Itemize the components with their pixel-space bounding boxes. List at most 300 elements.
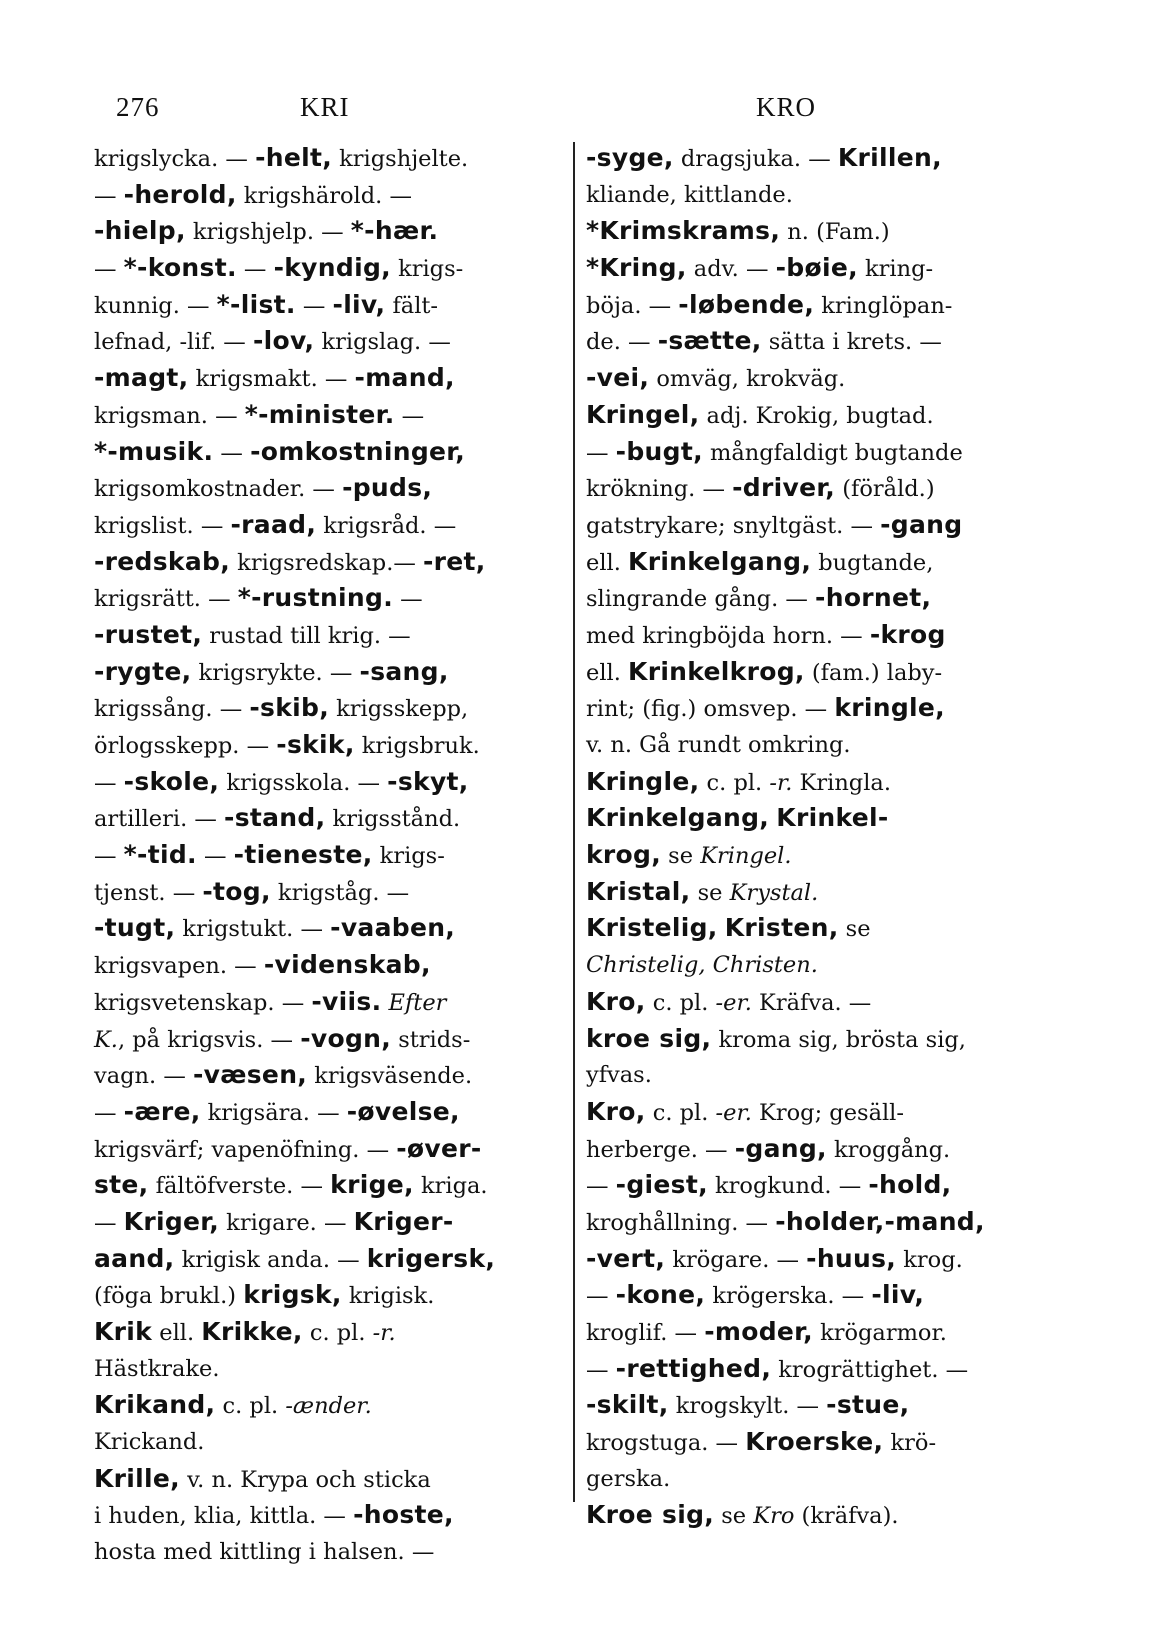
dictionary-line — [586, 1277, 1042, 1314]
definition-text: c. pl. — [699, 769, 770, 796]
definition-text: lefnad, -lif. — — [94, 329, 253, 356]
headword: -magt, — [94, 363, 189, 393]
headword: -væsen, — [192, 1060, 308, 1090]
headword: -redskab, — [94, 546, 231, 576]
definition-text: sätta i krets. — — [761, 329, 942, 356]
headword: Krik — [94, 1317, 153, 1346]
definition-text: fältöfverste. — — [148, 1173, 331, 1200]
dictionary-line — [586, 874, 1042, 911]
headword: -rygte, — [94, 656, 192, 686]
definition-text: krigshärold. — — [236, 182, 412, 209]
italic-text: -ænder. — [285, 1393, 372, 1420]
headword: -holder,-mand, — [775, 1206, 985, 1236]
headword: -krog — [869, 619, 946, 649]
headword: -skole, — [123, 766, 220, 796]
definition-text: Kräfva. — — [751, 989, 872, 1016]
dictionary-line — [94, 1387, 550, 1424]
dictionary-line — [94, 1204, 550, 1241]
dictionary-line — [94, 1131, 550, 1168]
definition-text: slingrande gång. — — [586, 586, 816, 613]
definition-text: krigsskepp, — [329, 696, 469, 723]
running-header — [0, 92, 1152, 132]
headword: krigsk, — [243, 1280, 342, 1310]
definition-text: kroghållning. — — [586, 1209, 776, 1236]
definition-text: i huden, klia, kittla. — — [94, 1503, 354, 1530]
italic-text: -er. — [715, 1099, 752, 1126]
definition-text: krigstukt. — — [175, 916, 331, 943]
definition-text: (kräfva). — [794, 1503, 899, 1530]
right-guide-word: KRO — [756, 92, 817, 122]
dictionary-line — [586, 1241, 1042, 1278]
dictionary-line — [586, 507, 1042, 544]
headword: -vert, — [586, 1243, 666, 1273]
italic-text: Efter — [388, 989, 447, 1016]
headword: -sang, — [359, 656, 449, 686]
definition-text: krogkund. — — [707, 1173, 869, 1200]
headword: -liv, — [871, 1280, 925, 1310]
headword: Krinkelgang, — [628, 546, 812, 576]
definition-text: yfvas. — [586, 1062, 652, 1089]
dictionary-line — [586, 1204, 1042, 1241]
dictionary-line — [586, 287, 1042, 324]
headword: -moder, — [704, 1317, 813, 1346]
definition-text: rint; (fig.) omsvep. — — [586, 696, 835, 723]
definition-text: — — [94, 182, 124, 209]
headword: *-konst. — [123, 253, 237, 283]
definition-text: v. n. Gå rundt omkring. — [586, 732, 851, 758]
dictionary-line — [94, 213, 550, 250]
definition-text: — — [94, 1099, 124, 1126]
definition-text: krogstuga. — — [586, 1430, 746, 1457]
definition-text: omväg, krokväg. — [649, 366, 846, 393]
dictionary-line — [586, 1497, 1042, 1534]
headword: -skik, — [276, 730, 355, 759]
headword: -ret, — [423, 546, 486, 576]
headword: -gang, — [734, 1133, 827, 1163]
definition-text: krigs- — [390, 256, 464, 283]
headword: kroe sig, — [586, 1023, 712, 1053]
definition-text: — — [94, 843, 124, 870]
headword: *Kring, — [586, 253, 687, 283]
headword: Kroe sig, — [586, 1500, 715, 1530]
dictionary-line — [586, 323, 1042, 360]
definition-text — [718, 916, 725, 942]
italic-text: -r. — [769, 769, 793, 796]
definition-text: (fam.) laby- — [804, 659, 943, 686]
definition-text: mångfaldigt bugtande — [702, 439, 963, 466]
definition-text: krigs- — [372, 843, 445, 870]
headword: krigersk, — [366, 1243, 496, 1273]
dictionary-line — [586, 690, 1042, 727]
definition-text: (föråld.) — [835, 476, 935, 503]
headword: -hornet, — [815, 583, 932, 613]
headword: -øvelse, — [346, 1096, 460, 1126]
definition-text: krogrättighet. — — [771, 1356, 969, 1383]
definition-text: krigsväsende. — [307, 1063, 473, 1090]
headword: -tog, — [202, 876, 271, 906]
definition-text: krigssång. — — [94, 696, 250, 723]
headword: Krinkelgang, — [586, 803, 770, 833]
headword: -helt, — [255, 143, 333, 172]
definition-text: krigsmakt. — — [188, 366, 355, 393]
definition-text: krigsbruk. — [354, 733, 480, 759]
definition-text: med kringböjda horn. — — [586, 622, 870, 649]
italic-text: K. — [94, 1026, 118, 1053]
definition-text: Kringla. — [792, 769, 891, 796]
headword: -bøie, — [775, 253, 858, 283]
dictionary-line — [94, 323, 550, 360]
dictionary-line — [586, 727, 1042, 764]
dictionary-line — [586, 1057, 1042, 1094]
definition-text: krigsomkostnader. — — [94, 476, 343, 503]
definition-text: bugtande, — [811, 549, 934, 576]
headword: -syge, — [586, 143, 674, 172]
headword: -lov, — [252, 326, 315, 356]
headword: -rustet, — [94, 619, 203, 649]
dictionary-line — [94, 140, 550, 177]
dictionary-line — [94, 764, 550, 801]
dictionary-line — [94, 1351, 550, 1388]
definition-text: c. pl. — [302, 1320, 373, 1346]
definition-text: Krickand. — [94, 1429, 205, 1456]
definition-text — [381, 990, 388, 1016]
definition-text: ell. — [152, 1320, 202, 1346]
headword: Kristelig, — [586, 913, 718, 943]
definition-text: krigsredskap.— — [230, 549, 423, 576]
italic-text: Kringel. — [700, 843, 792, 870]
headword: Kroerske, — [745, 1427, 884, 1457]
definition-text: de. — — [586, 329, 658, 356]
dictionary-line — [586, 837, 1042, 874]
definition-text: kringlöpan- — [814, 292, 953, 319]
definition-text: v. n. Krypa och sticka — [179, 1466, 431, 1493]
headword: Kristen, — [724, 913, 839, 943]
headword: -løbende, — [678, 289, 815, 319]
headword: -skib, — [249, 693, 330, 723]
dictionary-line — [94, 690, 550, 727]
dictionary-line — [94, 727, 550, 764]
headword: Kristal, — [586, 876, 691, 906]
dictionary-line — [94, 947, 550, 984]
definition-text: krigslist. — — [94, 512, 231, 539]
dictionary-line — [94, 874, 550, 911]
dictionary-line — [586, 800, 1042, 837]
headword: Kro, — [586, 1096, 646, 1126]
headword: -skyt, — [387, 766, 469, 796]
definition-text: — — [94, 256, 124, 283]
headword: *Krimskrams, — [586, 216, 781, 246]
headword: -raad, — [230, 509, 317, 539]
headword: -øver- — [396, 1133, 482, 1163]
headword: -mand, — [354, 363, 455, 393]
dictionary-line — [586, 140, 1042, 177]
definition-text: krögarmor. — [812, 1320, 947, 1346]
dictionary-line — [94, 837, 550, 874]
definition-text: krigsvärf; vapenöfning. — — [94, 1136, 397, 1163]
definition-text: krigshjelp. — — [185, 219, 351, 246]
headword: -tieneste, — [233, 840, 373, 870]
definition-text: krigsvapen. — — [94, 953, 264, 980]
headword: Krinkelkrog, — [628, 656, 805, 686]
definition-text: örlogsskepp. — — [94, 733, 277, 759]
dictionary-line — [94, 250, 550, 287]
dictionary-line — [586, 1351, 1042, 1388]
definition-text: hosta med kittling i halsen. — — [94, 1539, 435, 1566]
headword: -hielp, — [94, 216, 186, 246]
definition-text: — — [295, 292, 333, 319]
headword: *-rustning. — [237, 583, 394, 613]
dictionary-line — [586, 947, 1042, 984]
headword: krige, — [330, 1170, 414, 1200]
headword: -bugt, — [615, 436, 703, 466]
dictionary-line — [586, 1424, 1042, 1461]
dictionary-line — [94, 1021, 550, 1058]
definition-text: krigsrykte. — — [191, 659, 360, 686]
definition-text: krigsstånd. — [325, 806, 461, 833]
headword: -puds, — [342, 473, 433, 503]
definition-text: se — [714, 1503, 754, 1530]
headword: -driver, — [732, 473, 836, 503]
dictionary-line — [94, 617, 550, 654]
headword: -herold, — [123, 179, 237, 209]
dictionary-line — [94, 1057, 550, 1094]
dictionary-line — [94, 177, 550, 214]
left-column — [94, 140, 550, 1571]
definition-text: krigsråd. — — [316, 512, 457, 539]
headword: aand, — [94, 1243, 175, 1273]
definition-text: ell. — [586, 549, 629, 576]
dictionary-line — [586, 1314, 1042, 1351]
headword: *-musik. — [94, 436, 214, 466]
definition-text: krigsära. — — [200, 1099, 347, 1126]
definition-text: fält- — [385, 292, 439, 319]
dictionary-line — [586, 177, 1042, 214]
page-number: 276 — [116, 92, 160, 122]
definition-text: krigslycka. — — [94, 146, 256, 172]
italic-text: -er. — [715, 989, 752, 1016]
definition-text: c. pl. — [215, 1393, 286, 1420]
definition-text: — — [586, 439, 616, 466]
definition-text: Hästkrake. — [94, 1355, 220, 1382]
headword: Kringel, — [586, 399, 700, 429]
headword: -skilt, — [586, 1390, 669, 1420]
definition-text: c. pl. — [645, 989, 716, 1016]
definition-text: krigståg. — — [270, 879, 410, 906]
headword: -omkostninger, — [250, 436, 466, 466]
headword: -liv, — [332, 289, 386, 319]
left-guide-word: KRI — [300, 92, 350, 122]
headword: Kringle, — [586, 766, 700, 796]
definition-text: krigisk anda. — — [174, 1246, 367, 1273]
definition-text: krökning. — — [586, 476, 733, 503]
headword: Krikke, — [201, 1317, 303, 1346]
headword: -hold, — [868, 1170, 952, 1200]
dictionary-line — [586, 910, 1042, 947]
dictionary-line — [586, 1167, 1042, 1204]
dictionary-line — [94, 434, 550, 471]
dictionary-line — [94, 507, 550, 544]
headword: -vei, — [586, 363, 650, 393]
definition-text: , på krigsvis. — — [117, 1026, 301, 1053]
definition-text: se — [690, 879, 730, 906]
definition-text: krigslag. — — [314, 329, 451, 356]
definition-text: kunnig. — — [94, 292, 217, 319]
definition-text: — — [94, 1209, 124, 1236]
dictionary-line — [94, 1277, 550, 1314]
headword: -vogn, — [300, 1023, 392, 1053]
definition-text: krögare. — — [665, 1246, 807, 1273]
dictionary-line — [586, 360, 1042, 397]
dictionary-line — [586, 654, 1042, 691]
dictionary-line — [94, 397, 550, 434]
headword: -stand, — [224, 803, 326, 833]
column-divider — [573, 142, 575, 1502]
definition-text: tjenst. — — [94, 879, 203, 906]
definition-text: rustad till krig. — — [202, 622, 411, 649]
definition-text: kroglif. — — [586, 1320, 705, 1346]
headword: kringle, — [834, 693, 945, 723]
definition-text: c. pl. — [645, 1099, 716, 1126]
definition-text: kroma sig, brösta sig, — [711, 1026, 966, 1053]
headword: -rettighed, — [615, 1353, 772, 1383]
dictionary-line — [94, 1314, 550, 1351]
dictionary-line — [94, 800, 550, 837]
headword: -gang — [880, 509, 963, 539]
headword: Kro, — [586, 986, 646, 1016]
dictionary-line — [94, 1241, 550, 1278]
headword: Krinkel- — [776, 803, 889, 833]
dictionary-line — [94, 287, 550, 324]
definition-text: kring- — [857, 256, 934, 283]
definition-text: — — [586, 1283, 616, 1310]
italic-text: Christelig, Christen. — [586, 952, 818, 979]
definition-text: krigisk. — [341, 1283, 435, 1310]
dictionary-line — [586, 580, 1042, 617]
definition-text: — — [213, 439, 251, 466]
headword: -kone, — [615, 1280, 706, 1310]
dictionary-line — [586, 1021, 1042, 1058]
right-column — [586, 140, 1042, 1534]
dictionary-line — [94, 1534, 550, 1571]
definition-text: kriga. — [413, 1173, 488, 1200]
definition-text: adj. Krokig, bugtad. — [699, 402, 934, 429]
dictionary-line — [586, 1094, 1042, 1131]
definition-text: krigshjelte. — [332, 146, 469, 172]
definition-text: — — [94, 769, 124, 796]
headword: -videnskab, — [263, 950, 431, 980]
definition-text: (föga brukl.) — [94, 1283, 244, 1310]
definition-text: krigare. — — [219, 1209, 354, 1236]
headword: *-minister. — [244, 399, 395, 429]
italic-text: Krystal. — [729, 879, 819, 906]
definition-text: krö- — [883, 1430, 937, 1457]
dictionary-line — [94, 984, 550, 1021]
definition-text: gerska. — [586, 1465, 671, 1492]
headword: Kriger, — [123, 1206, 220, 1236]
headword: *-list. — [216, 289, 296, 319]
headword: -kyndig, — [273, 253, 391, 283]
dictionary-line — [94, 544, 550, 581]
definition-text: artilleri. — — [94, 806, 225, 833]
definition-text: Krog; gesäll- — [751, 1099, 904, 1126]
dictionary-line — [94, 1167, 550, 1204]
headword: Kriger- — [353, 1206, 454, 1236]
definition-text: — — [393, 586, 423, 613]
dictionary-line — [94, 1461, 550, 1498]
definition-text: krigsvetenskap. — — [94, 989, 312, 1016]
dictionary-line — [94, 470, 550, 507]
dictionary-line — [94, 1094, 550, 1131]
headword: -huus, — [806, 1243, 897, 1273]
definition-text: strids- — [391, 1026, 471, 1053]
headword: -giest, — [615, 1170, 708, 1200]
dictionary-line — [94, 1497, 550, 1534]
definition-text: dragsjuka. — — [673, 146, 838, 172]
headword: -tugt, — [94, 913, 176, 943]
dictionary-line — [586, 1387, 1042, 1424]
headword: ste, — [94, 1170, 149, 1200]
headword: -viis. — [311, 986, 382, 1016]
definition-text: herberge. — — [586, 1136, 735, 1163]
dictionary-line — [94, 1424, 550, 1461]
definition-text: — — [236, 256, 274, 283]
headword: *-hær. — [350, 216, 439, 246]
definition-text: böja. — — [586, 292, 679, 319]
definition-text: se — [661, 843, 701, 870]
italic-text: -r. — [372, 1320, 396, 1346]
dictionary-line — [94, 910, 550, 947]
headword: -vaaben, — [330, 913, 456, 943]
dictionary-line — [586, 250, 1042, 287]
dictionary-line — [586, 1461, 1042, 1498]
definition-text: — — [394, 402, 425, 429]
headword: krog, — [586, 840, 662, 870]
definition-text: — — [196, 843, 234, 870]
dictionary-line — [586, 544, 1042, 581]
italic-text: Kro — [753, 1503, 795, 1530]
definition-text: — — [586, 1356, 616, 1383]
dictionary-line — [94, 580, 550, 617]
dictionary-line — [586, 470, 1042, 507]
dictionary-line — [586, 617, 1042, 654]
dictionary-line — [586, 1131, 1042, 1168]
definition-text: krigsman. — — [94, 402, 245, 429]
dictionary-line — [586, 397, 1042, 434]
headword: Krille, — [94, 1463, 180, 1493]
definition-text: krögerska. — — [705, 1283, 872, 1310]
dictionary-line — [94, 654, 550, 691]
headword: -ære, — [123, 1096, 201, 1126]
headword: Krikand, — [94, 1390, 216, 1420]
definition-text: krigsskola. — — [219, 769, 388, 796]
headword: -stue, — [826, 1390, 910, 1420]
definition-text: adv. — — [686, 256, 776, 283]
definition-text: vagn. — — [94, 1063, 193, 1090]
definition-text: se — [838, 916, 871, 943]
definition-text: kroggång. — [826, 1136, 951, 1163]
dictionary-line — [586, 984, 1042, 1021]
definition-text: n. (Fam.) — [780, 219, 890, 246]
definition-text: — — [586, 1173, 616, 1200]
dictionary-line — [586, 764, 1042, 801]
dictionary-line — [586, 213, 1042, 250]
headword: -sætte, — [657, 326, 762, 356]
definition-text: kliande, kittlande. — [586, 181, 793, 208]
definition-text: krog. — [896, 1246, 963, 1273]
definition-text: ell. — [586, 659, 629, 686]
definition-text: krigsrätt. — — [94, 586, 238, 613]
definition-text: gatstrykare; snyltgäst. — — [586, 512, 881, 539]
